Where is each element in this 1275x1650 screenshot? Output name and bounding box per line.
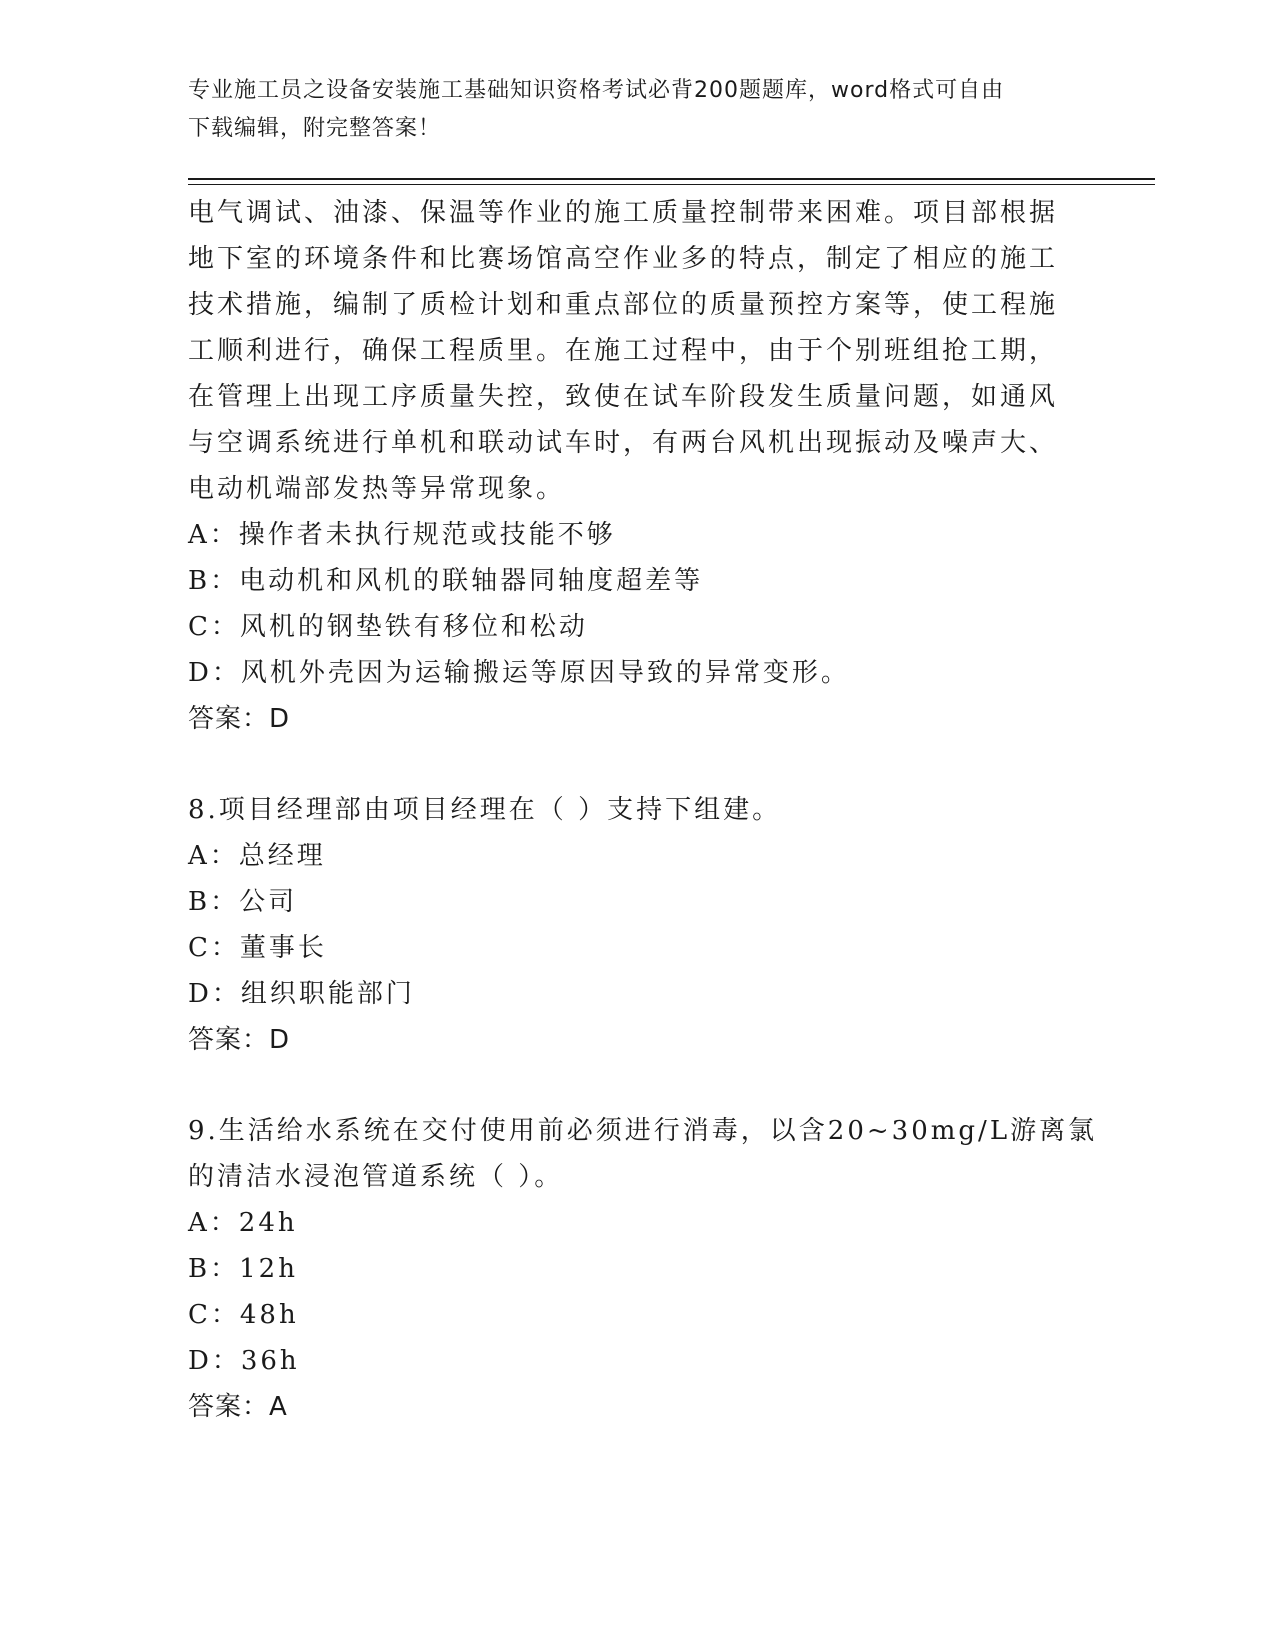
option-c: C：风机的钢垫铁有移位和松动 xyxy=(188,612,588,642)
option-d: D：36h xyxy=(188,1346,300,1376)
option-d: D：组织职能部门 xyxy=(188,979,415,1009)
question-stem-line: 9.生活给水系统在交付使用前必须进行消毒，以含20~30mg/L游离氯 xyxy=(188,1116,1098,1146)
option-b: B：12h xyxy=(188,1254,298,1284)
header-title-line-2: 下载编辑，附完整答案！ xyxy=(188,116,442,141)
option-a: A：总经理 xyxy=(188,841,326,871)
question-spacer xyxy=(188,742,1068,787)
header-title-line-1: 专业施工员之设备安装施工基础知识资格考试必背200题题库，word格式可自由 xyxy=(188,78,1005,103)
option-a: A：操作者未执行规范或技能不够 xyxy=(188,520,616,550)
answer-line: 答案：D xyxy=(188,704,291,734)
answer-line: 答案：A xyxy=(188,1392,288,1422)
option-c: C：48h xyxy=(188,1300,299,1330)
question-stem-line: 与空调系统进行单机和联动试车时，有两台风机出现振动及噪声大、 xyxy=(188,428,1059,458)
question-stem-line: 的清洁水浸泡管道系统（ ）。 xyxy=(188,1162,564,1192)
question-9 xyxy=(188,1108,1098,1430)
answer-line: 答案：D xyxy=(188,1025,291,1055)
question-8 xyxy=(188,787,1068,1063)
option-d: D：风机外壳因为运输搬运等原因导致的异常变形。 xyxy=(188,658,850,688)
question-stem-line: 8.项目经理部由项目经理在（ ）支持下组建。 xyxy=(188,795,782,825)
header-divider-thin xyxy=(188,184,1155,185)
option-a: A：24h xyxy=(188,1208,298,1238)
question-stem-line: 在管理上出现工序质量失控，致使在试车阶段发生质量问题，如通风 xyxy=(188,382,1059,412)
page-header xyxy=(188,72,1068,148)
question-7 xyxy=(188,190,1068,742)
question-content xyxy=(188,190,1098,1430)
question-stem-line: 电气调试、油漆、保温等作业的施工质量控制带来困难。项目部根据 xyxy=(188,198,1059,228)
option-b: B：公司 xyxy=(188,887,298,917)
question-stem-line: 地下室的环境条件和比赛场馆高空作业多的特点，制定了相应的施工 xyxy=(188,244,1059,274)
question-stem-line: 技术措施，编制了质检计划和重点部位的质量预控方案等，使工程施 xyxy=(188,290,1059,320)
option-c: C：董事长 xyxy=(188,933,327,963)
question-spacer xyxy=(188,1063,1068,1108)
option-b: B：电动机和风机的联轴器同轴度超差等 xyxy=(188,566,704,596)
question-stem-line: 电动机端部发热等异常现象。 xyxy=(188,474,566,504)
header-divider-thick xyxy=(188,178,1155,180)
question-stem-line: 工顺利进行，确保工程质里。在施工过程中，由于个别班组抢工期， xyxy=(188,336,1059,366)
